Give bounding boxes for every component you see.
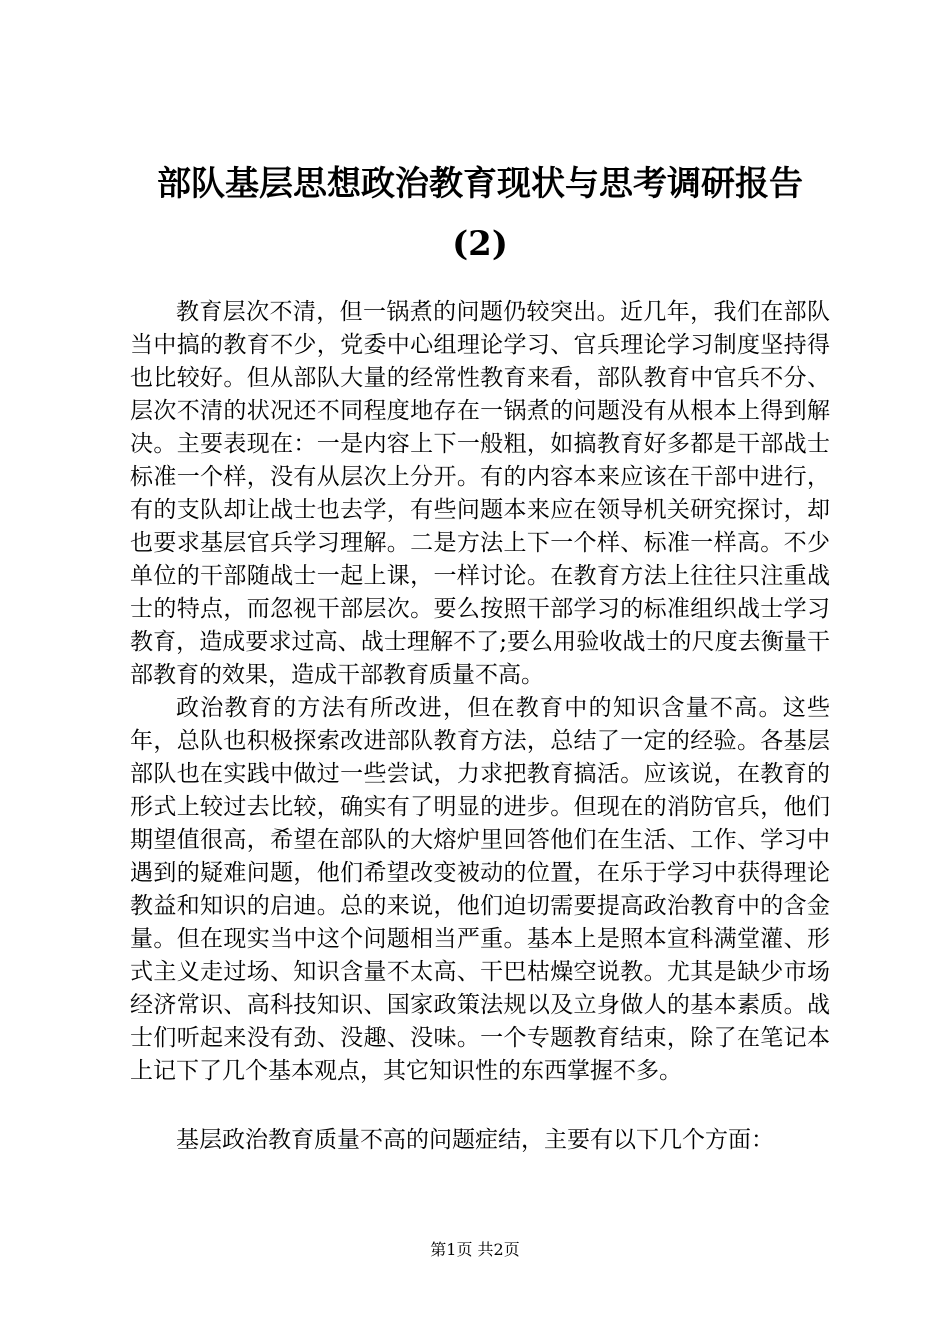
document-title-continuation: (2) (452, 224, 508, 264)
document-title: 部队基层思想政治教育现状与思考调研报告 (157, 164, 803, 204)
page-number: 第1页 共2页 (430, 1240, 520, 1259)
paragraph: 政治教育的方法有所改进，但在教育中的知识含量不高。这些年，总队也积极探索改进部队教育方法，总结了一定的经验。各基层部队也在实践中做过一些尝试，力求把教育搞活。应该说，在教育的形式上较过去比较，确实有了明显的进步。但现在的消防官兵，他们期望值很高，希望在部队的大熔炉里回答他们在生活、工作、学习中遇到的疑难问题，他们希望改变被动的位置，在乐于学习中获得理论教益和知识的启迪。总的来说，他们迫切需要提高政治教育中的含金量。但在现实当中这个问题相当严重。基本上是照本宣科满堂灌、形式主义走过场、知识含量不太高、干巴枯燥空说教。尤其是缺少市场经济常识、高科技知识、国家政策法规以及立身做人的基本素质。战士们听起来没有劲、没趣、没味。一个专题教育结束，除了在笔记本上记下了几个基本观点，其它知识性的东西掌握不多。 (130, 695, 830, 1084)
paragraph: 基层政治教育质量不高的问题症结，主要有以下几个方面： (176, 1127, 774, 1153)
paragraph: 教育层次不清，但一锅煮的问题仍较突出。近几年，我们在部队当中搞的教育不少，党委中心组理论学习、官兵理论学习制度坚持得也比较好。但从部队大量的经常性教育来看，部队教育中官兵不分、层次不清的状况还不同程度地存在一锅煮的问题没有从根本上得到解决。主要表现在：一是内容上下一般粗，如搞教育好多都是干部战士标准一个样，没有从层次上分开。有的内容本来应该在干部中进行，有的支队却让战士也去学，有些问题本来应在领导机关研究探讨，却也要求基层官兵学习理解。二是方法上下一个样、标准一样高。不少单位的干部随战士一起上课，一样讨论。在教育方法上往往只注重战士的特点，而忽视干部层次。要么按照干部学习的标准组织战士学习教育，造成要求过高、战士理解不了;要么用验收战士的尺度去衡量干部教育的效果，造成干部教育质量不高。 (130, 299, 830, 688)
document-body (130, 296, 830, 1157)
